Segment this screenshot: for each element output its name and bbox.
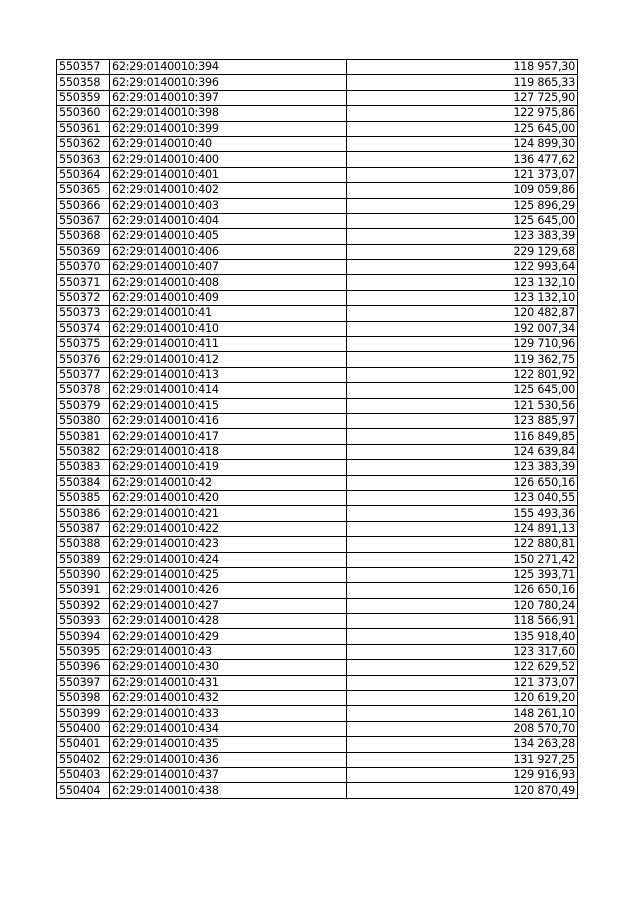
table-row (57, 506, 578, 521)
row-number-cell: 550377 (57, 367, 110, 382)
cadastral-number-cell: 62:29:0140010:416 (110, 413, 347, 428)
cadastral-value-cell: 122 880,81 (347, 537, 578, 552)
cadastral-number-cell: 62:29:0140010:407 (110, 260, 347, 275)
cadastral-value-cell: 192 007,34 (347, 321, 578, 336)
cadastral-value-cell: 127 725,90 (347, 90, 578, 105)
table-row (57, 213, 578, 228)
cadastral-number-cell: 62:29:0140010:429 (110, 629, 347, 644)
cadastral-number-cell: 62:29:0140010:432 (110, 691, 347, 706)
cadastral-value-cell: 123 132,10 (347, 275, 578, 290)
cadastral-value-cell: 148 261,10 (347, 706, 578, 721)
cadastral-value-cell: 134 263,28 (347, 737, 578, 752)
table-row (57, 260, 578, 275)
row-number-cell: 550363 (57, 152, 110, 167)
table-row (57, 644, 578, 659)
table-row (57, 567, 578, 582)
cadastral-value-cell: 121 530,56 (347, 398, 578, 413)
table-row (57, 490, 578, 505)
cadastral-value-cell: 124 891,13 (347, 521, 578, 536)
row-number-cell: 550364 (57, 167, 110, 182)
cadastral-number-cell: 62:29:0140010:424 (110, 552, 347, 567)
cadastral-value-cell: 122 993,64 (347, 260, 578, 275)
row-number-cell: 550357 (57, 60, 110, 75)
cadastral-number-cell: 62:29:0140010:42 (110, 475, 347, 490)
row-number-cell: 550380 (57, 413, 110, 428)
cadastral-number-cell: 62:29:0140010:427 (110, 598, 347, 613)
cadastral-number-cell: 62:29:0140010:411 (110, 337, 347, 352)
table-row (57, 90, 578, 105)
cadastral-value-cell: 123 383,39 (347, 229, 578, 244)
cadastral-number-cell: 62:29:0140010:438 (110, 783, 347, 798)
row-number-cell: 550368 (57, 229, 110, 244)
row-number-cell: 550385 (57, 490, 110, 505)
cadastral-value-cell: 150 271,42 (347, 552, 578, 567)
table-row (57, 629, 578, 644)
cadastral-number-cell: 62:29:0140010:419 (110, 460, 347, 475)
cadastral-value-cell: 120 482,87 (347, 306, 578, 321)
table-row (57, 475, 578, 490)
cadastral-value-cell: 118 566,91 (347, 614, 578, 629)
cadastral-number-cell: 62:29:0140010:422 (110, 521, 347, 536)
row-number-cell: 550391 (57, 583, 110, 598)
table-row (57, 737, 578, 752)
cadastral-number-cell: 62:29:0140010:421 (110, 506, 347, 521)
table-row (57, 783, 578, 798)
cadastral-number-cell: 62:29:0140010:405 (110, 229, 347, 244)
cadastral-value-cell: 120 780,24 (347, 598, 578, 613)
cadastral-value-cell: 131 927,25 (347, 752, 578, 767)
row-number-cell: 550393 (57, 614, 110, 629)
table-row (57, 383, 578, 398)
cadastral-value-cell: 126 650,16 (347, 475, 578, 490)
cadastral-number-cell: 62:29:0140010:40 (110, 136, 347, 151)
table-row (57, 306, 578, 321)
row-number-cell: 550374 (57, 321, 110, 336)
cadastral-value-cell: 125 393,71 (347, 567, 578, 582)
row-number-cell: 550382 (57, 444, 110, 459)
cadastral-number-cell: 62:29:0140010:435 (110, 737, 347, 752)
cadastral-value-cell: 125 645,00 (347, 383, 578, 398)
table-row (57, 675, 578, 690)
table-row (57, 521, 578, 536)
row-number-cell: 550388 (57, 537, 110, 552)
table-row (57, 75, 578, 90)
row-number-cell: 550369 (57, 244, 110, 259)
cadastral-value-cell: 124 639,84 (347, 444, 578, 459)
cadastral-number-cell: 62:29:0140010:408 (110, 275, 347, 290)
table-row (57, 444, 578, 459)
cadastral-number-cell: 62:29:0140010:431 (110, 675, 347, 690)
row-number-cell: 550372 (57, 290, 110, 305)
row-number-cell: 550387 (57, 521, 110, 536)
cadastral-number-cell: 62:29:0140010:400 (110, 152, 347, 167)
row-number-cell: 550397 (57, 675, 110, 690)
cadastral-number-cell: 62:29:0140010:433 (110, 706, 347, 721)
cadastral-value-cell: 121 373,07 (347, 167, 578, 182)
table-row (57, 275, 578, 290)
row-number-cell: 550367 (57, 213, 110, 228)
cadastral-number-cell: 62:29:0140010:430 (110, 660, 347, 675)
table-row (57, 752, 578, 767)
row-number-cell: 550396 (57, 660, 110, 675)
cadastral-value-cell: 136 477,62 (347, 152, 578, 167)
row-number-cell: 550362 (57, 136, 110, 151)
cadastral-value-cell: 125 645,00 (347, 213, 578, 228)
cadastral-number-cell: 62:29:0140010:398 (110, 106, 347, 121)
table-row (57, 167, 578, 182)
cadastral-value-cell: 123 132,10 (347, 290, 578, 305)
table-row (57, 290, 578, 305)
cadastral-number-cell: 62:29:0140010:403 (110, 198, 347, 213)
cadastral-value-cell: 155 493,36 (347, 506, 578, 521)
row-number-cell: 550404 (57, 783, 110, 798)
cadastral-number-cell: 62:29:0140010:423 (110, 537, 347, 552)
cadastral-number-cell: 62:29:0140010:41 (110, 306, 347, 321)
row-number-cell: 550402 (57, 752, 110, 767)
cadastral-number-cell: 62:29:0140010:404 (110, 213, 347, 228)
cadastral-value-cell: 123 317,60 (347, 644, 578, 659)
cadastral-number-cell: 62:29:0140010:420 (110, 490, 347, 505)
cadastral-number-cell: 62:29:0140010:425 (110, 567, 347, 582)
table-row (57, 367, 578, 382)
cadastral-number-cell: 62:29:0140010:409 (110, 290, 347, 305)
cadastral-number-cell: 62:29:0140010:406 (110, 244, 347, 259)
cadastral-number-cell: 62:29:0140010:434 (110, 721, 347, 736)
cadastral-value-cell: 109 059,86 (347, 183, 578, 198)
table-row (57, 413, 578, 428)
table-row (57, 106, 578, 121)
table-body (57, 60, 578, 799)
row-number-cell: 550358 (57, 75, 110, 90)
cadastral-number-cell: 62:29:0140010:396 (110, 75, 347, 90)
table-row (57, 183, 578, 198)
row-number-cell: 550390 (57, 567, 110, 582)
table-row (57, 321, 578, 336)
row-number-cell: 550365 (57, 183, 110, 198)
table-row (57, 598, 578, 613)
row-number-cell: 550378 (57, 383, 110, 398)
table-row (57, 460, 578, 475)
table-row (57, 552, 578, 567)
cadastral-number-cell: 62:29:0140010:414 (110, 383, 347, 398)
cadastral-number-cell: 62:29:0140010:436 (110, 752, 347, 767)
table-row (57, 706, 578, 721)
cadastral-number-cell: 62:29:0140010:426 (110, 583, 347, 598)
row-number-cell: 550394 (57, 629, 110, 644)
table-row (57, 352, 578, 367)
table-row (57, 429, 578, 444)
cadastral-number-cell: 62:29:0140010:402 (110, 183, 347, 198)
cadastral-value-cell: 129 710,96 (347, 337, 578, 352)
table-row (57, 691, 578, 706)
row-number-cell: 550401 (57, 737, 110, 752)
cadastral-number-cell: 62:29:0140010:415 (110, 398, 347, 413)
cadastral-value-cell: 119 865,33 (347, 75, 578, 90)
cadastral-value-table (56, 59, 578, 799)
cadastral-number-cell: 62:29:0140010:418 (110, 444, 347, 459)
row-number-cell: 550381 (57, 429, 110, 444)
row-number-cell: 550399 (57, 706, 110, 721)
row-number-cell: 550383 (57, 460, 110, 475)
cadastral-value-cell: 135 918,40 (347, 629, 578, 644)
table-row (57, 767, 578, 782)
cadastral-number-cell: 62:29:0140010:413 (110, 367, 347, 382)
table-row (57, 583, 578, 598)
row-number-cell: 550400 (57, 721, 110, 736)
cadastral-number-cell: 62:29:0140010:417 (110, 429, 347, 444)
cadastral-value-cell: 122 801,92 (347, 367, 578, 382)
cadastral-number-cell: 62:29:0140010:394 (110, 60, 347, 75)
row-number-cell: 550395 (57, 644, 110, 659)
row-number-cell: 550360 (57, 106, 110, 121)
cadastral-value-cell: 122 629,52 (347, 660, 578, 675)
row-number-cell: 550398 (57, 691, 110, 706)
cadastral-number-cell: 62:29:0140010:43 (110, 644, 347, 659)
row-number-cell: 550373 (57, 306, 110, 321)
table-row (57, 121, 578, 136)
row-number-cell: 550361 (57, 121, 110, 136)
cadastral-value-cell: 208 570,70 (347, 721, 578, 736)
cadastral-value-cell: 121 373,07 (347, 675, 578, 690)
table-row (57, 229, 578, 244)
cadastral-value-cell: 129 916,93 (347, 767, 578, 782)
table-row (57, 614, 578, 629)
table-row (57, 244, 578, 259)
row-number-cell: 550379 (57, 398, 110, 413)
cadastral-number-cell: 62:29:0140010:401 (110, 167, 347, 182)
cadastral-value-cell: 123 040,55 (347, 490, 578, 505)
cadastral-value-cell: 125 645,00 (347, 121, 578, 136)
cadastral-value-cell: 119 362,75 (347, 352, 578, 367)
row-number-cell: 550371 (57, 275, 110, 290)
cadastral-value-cell: 125 896,29 (347, 198, 578, 213)
cadastral-number-cell: 62:29:0140010:399 (110, 121, 347, 136)
row-number-cell: 550403 (57, 767, 110, 782)
cadastral-number-cell: 62:29:0140010:410 (110, 321, 347, 336)
cadastral-value-cell: 122 975,86 (347, 106, 578, 121)
row-number-cell: 550359 (57, 90, 110, 105)
table-row (57, 398, 578, 413)
table-row (57, 136, 578, 151)
cadastral-number-cell: 62:29:0140010:428 (110, 614, 347, 629)
table-row (57, 721, 578, 736)
cadastral-value-cell: 123 885,97 (347, 413, 578, 428)
row-number-cell: 550392 (57, 598, 110, 613)
row-number-cell: 550384 (57, 475, 110, 490)
cadastral-number-cell: 62:29:0140010:397 (110, 90, 347, 105)
cadastral-value-cell: 118 957,30 (347, 60, 578, 75)
table-row (57, 337, 578, 352)
cadastral-value-cell: 229 129,68 (347, 244, 578, 259)
table-row (57, 152, 578, 167)
row-number-cell: 550375 (57, 337, 110, 352)
row-number-cell: 550376 (57, 352, 110, 367)
row-number-cell: 550386 (57, 506, 110, 521)
table-row (57, 537, 578, 552)
cadastral-value-cell: 116 849,85 (347, 429, 578, 444)
cadastral-value-cell: 123 383,39 (347, 460, 578, 475)
table-row (57, 660, 578, 675)
row-number-cell: 550370 (57, 260, 110, 275)
cadastral-value-cell: 120 870,49 (347, 783, 578, 798)
row-number-cell: 550389 (57, 552, 110, 567)
table-row (57, 198, 578, 213)
cadastral-value-cell: 120 619,20 (347, 691, 578, 706)
cadastral-value-cell: 124 899,30 (347, 136, 578, 151)
cadastral-value-cell: 126 650,16 (347, 583, 578, 598)
row-number-cell: 550366 (57, 198, 110, 213)
table-row (57, 60, 578, 75)
cadastral-number-cell: 62:29:0140010:412 (110, 352, 347, 367)
cadastral-number-cell: 62:29:0140010:437 (110, 767, 347, 782)
